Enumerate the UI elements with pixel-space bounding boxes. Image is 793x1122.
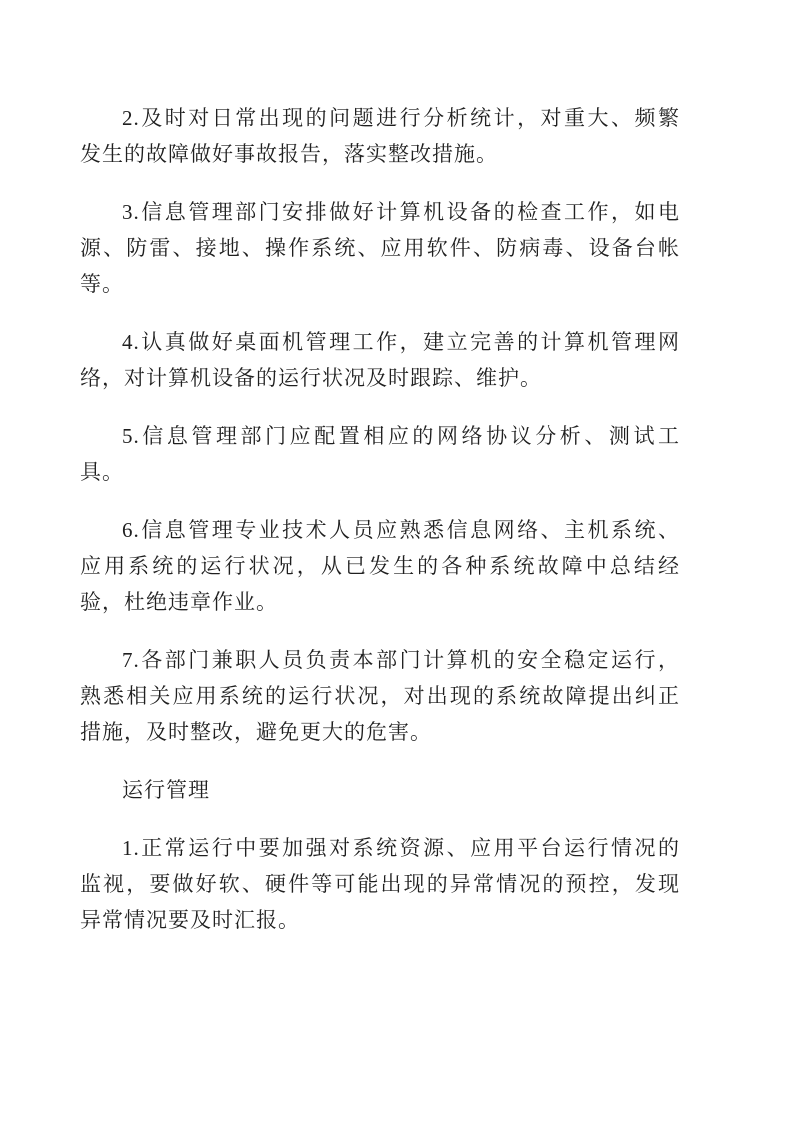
paragraph-line: 措施，及时整改，避免更大的危害。 [80, 720, 432, 744]
paragraph-line: 等。 [80, 272, 124, 296]
paragraph-line: 络，对计算机设备的运行状况及时跟踪、维护。 [80, 366, 542, 390]
paragraph-line: 验，杜绝违章作业。 [80, 590, 278, 614]
paragraph [80, 512, 680, 620]
paragraph [80, 830, 680, 938]
paragraph-line: 3.信息管理部门安排做好计算机设备的检查工作，如电 [122, 200, 680, 224]
section-heading [80, 772, 680, 808]
paragraph-line: 1.正常运行中要加强对系统资源、应用平台运行情况的 [122, 836, 680, 860]
paragraph-line: 监视，要做好软、硬件等可能出现的异常情况的预控，发现 [80, 872, 680, 896]
paragraph [80, 100, 680, 172]
paragraph-line: 源、防雷、接地、操作系统、应用软件、防病毒、设备台帐 [80, 236, 680, 260]
paragraph-line: 应用系统的运行状况，从已发生的各种系统故障中总结经 [80, 554, 680, 578]
paragraph [80, 194, 680, 302]
heading-line: 运行管理 [122, 778, 210, 802]
paragraph-line: 6.信息管理专业技术人员应熟悉信息网络、主机系统、 [122, 518, 680, 542]
paragraph-line: 具。 [80, 460, 124, 484]
document-body [80, 100, 680, 960]
paragraph-line: 5.信息管理部门应配置相应的网络协议分析、测试工 [122, 424, 680, 448]
paragraph-line: 熟悉相关应用系统的运行状况，对出现的系统故障提出纠正 [80, 684, 680, 708]
paragraph [80, 324, 680, 396]
paragraph-line: 2.及时对日常出现的问题进行分析统计，对重大、频繁 [122, 106, 680, 130]
paragraph-line: 7.各部门兼职人员负责本部门计算机的安全稳定运行， [122, 648, 680, 672]
paragraph-line: 4.认真做好桌面机管理工作，建立完善的计算机管理网 [122, 330, 680, 354]
paragraph-line: 异常情况要及时汇报。 [80, 908, 300, 932]
paragraph-line: 发生的故障做好事故报告，落实整改措施。 [80, 142, 498, 166]
paragraph [80, 418, 680, 490]
paragraph [80, 642, 680, 750]
